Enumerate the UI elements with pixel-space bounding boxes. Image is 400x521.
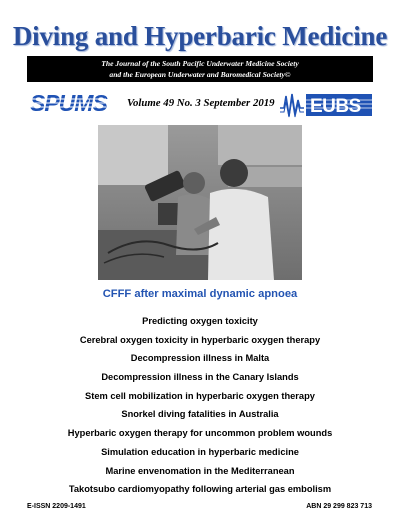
svg-text:EUBS: EUBS bbox=[310, 96, 361, 117]
list-item: Takotsubo cardiomyopathy following arterial gas embolism bbox=[68, 484, 332, 495]
list-item: Decompression illness in Malta bbox=[130, 353, 270, 364]
list-item: Decompression illness in the Canary Islands bbox=[101, 372, 299, 383]
feature-headline: CFFF after maximal dynamic apnoea bbox=[102, 288, 298, 300]
eissn-number: E-ISSN 2209-1491 bbox=[27, 503, 86, 510]
spums-logo bbox=[30, 90, 108, 116]
list-item: Stem cell mobilization in hyperbaric oxygen therapy bbox=[85, 390, 315, 401]
society-banner bbox=[27, 56, 373, 82]
eubs-logo bbox=[280, 90, 372, 118]
list-item: Simulation education in hyperbaric medicine bbox=[101, 446, 299, 457]
abn-number: ABN 29 299 823 713 bbox=[306, 503, 372, 510]
svg-text:SPUMS: SPUMS bbox=[30, 90, 107, 116]
society-line-1: The Journal of the South Pacific Underwater Medicine Society bbox=[101, 59, 299, 68]
list-item: Hyperbaric oxygen therapy for uncommon problem wounds bbox=[67, 428, 333, 439]
list-item: Marine envenomation in the Mediterranean bbox=[105, 465, 295, 476]
list-item: Predicting oxygen toxicity bbox=[142, 316, 258, 326]
cover-photo bbox=[98, 125, 302, 280]
topics-list bbox=[0, 312, 400, 499]
logo-row bbox=[0, 90, 400, 118]
society-line-2: and the European Underwater and Baromedical Society© bbox=[109, 69, 291, 79]
journal-title: Diving and Hyperbaric Medicine bbox=[12, 21, 388, 51]
list-item: Cerebral oxygen toxicity in hyperbaric oxygen therapy bbox=[79, 334, 321, 345]
issue-volume: Volume 49 No. 3 September 2019 bbox=[127, 97, 275, 109]
photo-two-people-with-apparatus-icon bbox=[98, 125, 302, 280]
list-item: Snorkel diving fatalities in Australia bbox=[121, 409, 279, 420]
